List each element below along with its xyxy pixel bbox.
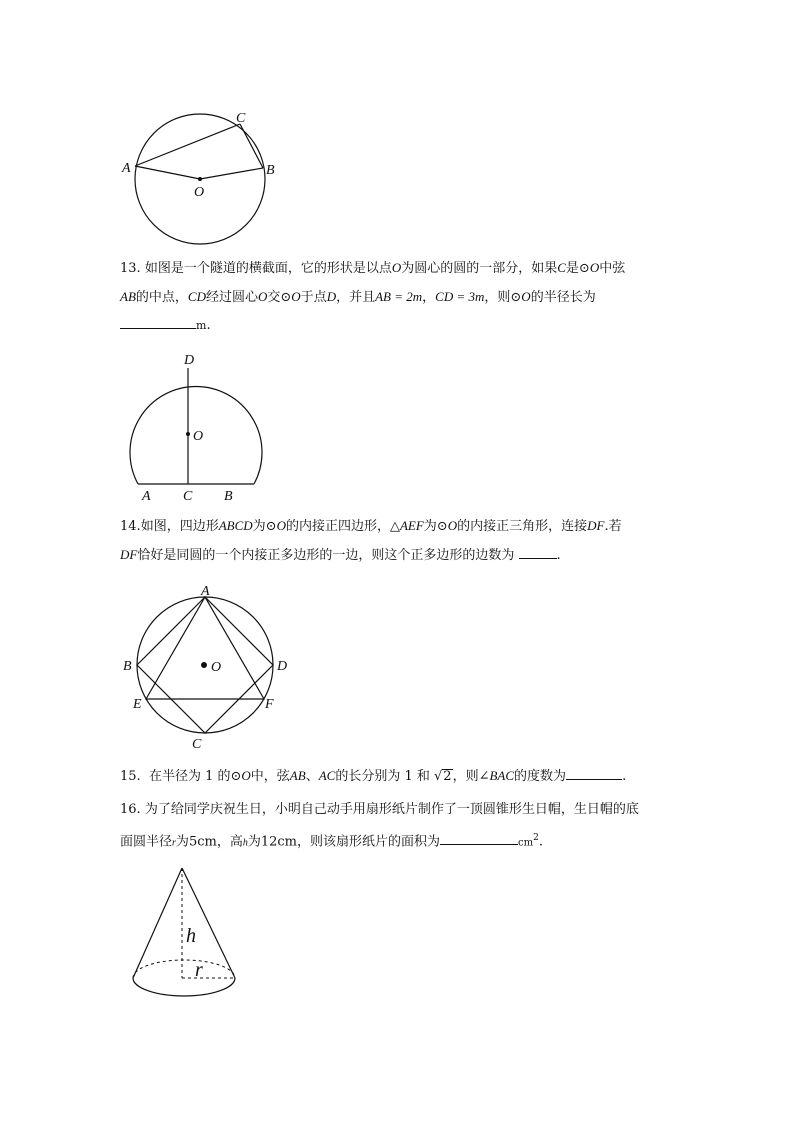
q13-var: O xyxy=(391,260,402,275)
q16-text: 为了给同学庆祝生日，小明自己动手用扇形纸片制作了一顶圆锥形生日帽，生日帽的底 xyxy=(144,802,639,817)
q14-text: .若 xyxy=(604,519,622,534)
center-point xyxy=(198,177,202,181)
q15-var: O xyxy=(241,768,251,783)
q13-var: O xyxy=(521,289,531,304)
sqrt-argument: 2 xyxy=(443,769,452,784)
q13-text: 于点 xyxy=(300,290,327,305)
label-c: C xyxy=(192,737,202,752)
q16-end: . xyxy=(538,834,543,850)
label-d: D xyxy=(277,659,288,674)
q14-var: ABCD xyxy=(218,518,253,533)
q16-value: 5cm xyxy=(188,834,217,850)
q13-text: 交⊙ xyxy=(267,290,292,305)
label-a: A xyxy=(122,161,131,176)
q15-var: BAC xyxy=(489,768,515,783)
label-c: C xyxy=(236,111,246,126)
figure-cone xyxy=(120,858,250,1018)
segment-ob xyxy=(200,168,263,179)
q13-var: O xyxy=(291,289,301,304)
figure-circle-abc xyxy=(110,100,290,260)
label-a: A xyxy=(142,489,151,504)
label-b: B xyxy=(224,489,233,504)
q16-unit: cm xyxy=(518,837,534,849)
q16-number: 16. xyxy=(120,802,141,817)
q14-var: O xyxy=(276,518,286,533)
q15-line: 15. 在半径为 1 的⊙O中，弦AB、AC的长分别为 1 和 √2，则∠BAC的度数为 . xyxy=(120,762,680,791)
q14-var: O xyxy=(447,518,458,533)
q14-text: 为⊙ xyxy=(423,519,448,534)
q13-line1 xyxy=(120,254,680,283)
question-13 xyxy=(120,254,680,340)
q16-var: r xyxy=(172,837,176,849)
segment-ac xyxy=(135,124,240,166)
q13-eq: AB = 2m xyxy=(375,289,423,304)
q13-var: O xyxy=(589,260,600,275)
answer-blank-16[interactable] xyxy=(440,830,518,845)
segment-ao xyxy=(135,166,200,179)
q15-number: 15. xyxy=(120,769,141,784)
q13-text: ，则⊙ xyxy=(484,290,522,305)
label-h: h xyxy=(186,925,196,947)
q14-text: 如图，四边形 xyxy=(140,519,219,534)
q16-text: 面圆半径 xyxy=(120,834,173,850)
q13-text: 如图是一个隧道的横截面，它的形状是以点 xyxy=(144,261,392,276)
cone-right-edge xyxy=(182,868,235,978)
label-f: F xyxy=(265,697,274,712)
triangle-aef xyxy=(146,597,264,699)
cone-left-edge xyxy=(133,868,182,978)
q14-end: . xyxy=(556,548,561,563)
q13-var: C xyxy=(557,260,566,275)
label-r: r xyxy=(195,959,203,981)
q13-text: 为圆心的圆的一部分，如果 xyxy=(401,261,558,276)
q13-end: . xyxy=(206,318,211,333)
label-b: B xyxy=(266,163,275,178)
q13-var: D xyxy=(326,289,337,304)
q14-text: 为⊙ xyxy=(252,519,277,534)
q15-text: ，则∠ xyxy=(452,769,490,784)
q14-number: 14. xyxy=(120,519,141,534)
answer-blank-15[interactable] xyxy=(566,765,622,780)
q13-var: CD xyxy=(187,289,206,304)
label-o: O xyxy=(211,660,222,675)
q13-text: 的半径长为 xyxy=(530,290,596,305)
q15-var: AC xyxy=(318,768,336,783)
center-point xyxy=(201,662,207,668)
q13-text: 经过圆心 xyxy=(205,290,258,305)
q13-line2 xyxy=(120,283,680,312)
q13-number: 13. xyxy=(120,261,141,276)
q15-end: . xyxy=(622,769,627,784)
label-o: O xyxy=(193,429,204,444)
q13-var: O xyxy=(257,289,268,304)
question-14 xyxy=(120,512,680,570)
question-16 xyxy=(120,796,680,857)
q15-var: AB xyxy=(289,768,306,783)
q14-var: AEF xyxy=(399,518,424,533)
answer-blank-14[interactable] xyxy=(519,544,557,559)
label-d: D xyxy=(184,353,195,368)
cone-base-back xyxy=(133,960,235,978)
q15-text: 的度数为 xyxy=(514,769,567,784)
label-a: A xyxy=(201,584,210,599)
q13-unit: m xyxy=(196,319,207,332)
q16-text: 为 xyxy=(247,834,261,850)
q14-var: DF xyxy=(120,547,138,562)
label-b: B xyxy=(123,659,132,674)
figure-inscribed-polygons xyxy=(115,582,305,752)
q13-text: ， xyxy=(422,290,436,305)
q15-text: 的长分别为 1 和 xyxy=(335,769,430,784)
q14-var: DF xyxy=(587,518,605,533)
q16-var: h xyxy=(242,837,248,849)
q13-text: ，并且 xyxy=(336,290,376,305)
q15-text: 、 xyxy=(305,769,319,784)
figure-tunnel xyxy=(110,348,270,508)
q15-text: 在半径为 1 的⊙ xyxy=(148,769,242,784)
q13-text: 的中点， xyxy=(135,290,188,305)
q13-eq: CD = 3m xyxy=(435,289,485,304)
q14-line1 xyxy=(120,512,680,541)
cone-base-front xyxy=(133,978,235,996)
question-15 xyxy=(120,762,680,791)
q16-line2 xyxy=(120,824,680,857)
segment-cb xyxy=(240,124,263,168)
q14-text: 恰好是同圆的一个内接正多边形的一边，则这个正多边形的边数为 xyxy=(137,548,515,563)
answer-blank-13[interactable] xyxy=(120,314,196,329)
q14-text: 的内接正三角形，连接 xyxy=(457,519,588,534)
q14-line2 xyxy=(120,541,680,570)
q13-line3 xyxy=(120,312,680,340)
q16-text: 为 xyxy=(175,834,189,850)
label-c: C xyxy=(183,489,193,504)
q14-text: 的内接正四边形，△ xyxy=(285,519,400,534)
label-e: E xyxy=(133,697,142,712)
q13-text: 中弦 xyxy=(599,261,626,276)
q13-text: 是⊙ xyxy=(565,261,590,276)
q16-line1 xyxy=(120,796,680,824)
q16-value: 12cm xyxy=(260,834,298,850)
q15-text: 中，弦 xyxy=(250,769,290,784)
q13-var: AB xyxy=(120,289,136,304)
q16-text: ，则该扇形纸片的面积为 xyxy=(297,834,441,850)
label-o: O xyxy=(194,185,205,200)
center-point xyxy=(186,432,190,436)
q16-unit-exponent: 2 xyxy=(533,833,539,843)
q16-text: ，高 xyxy=(216,834,243,850)
